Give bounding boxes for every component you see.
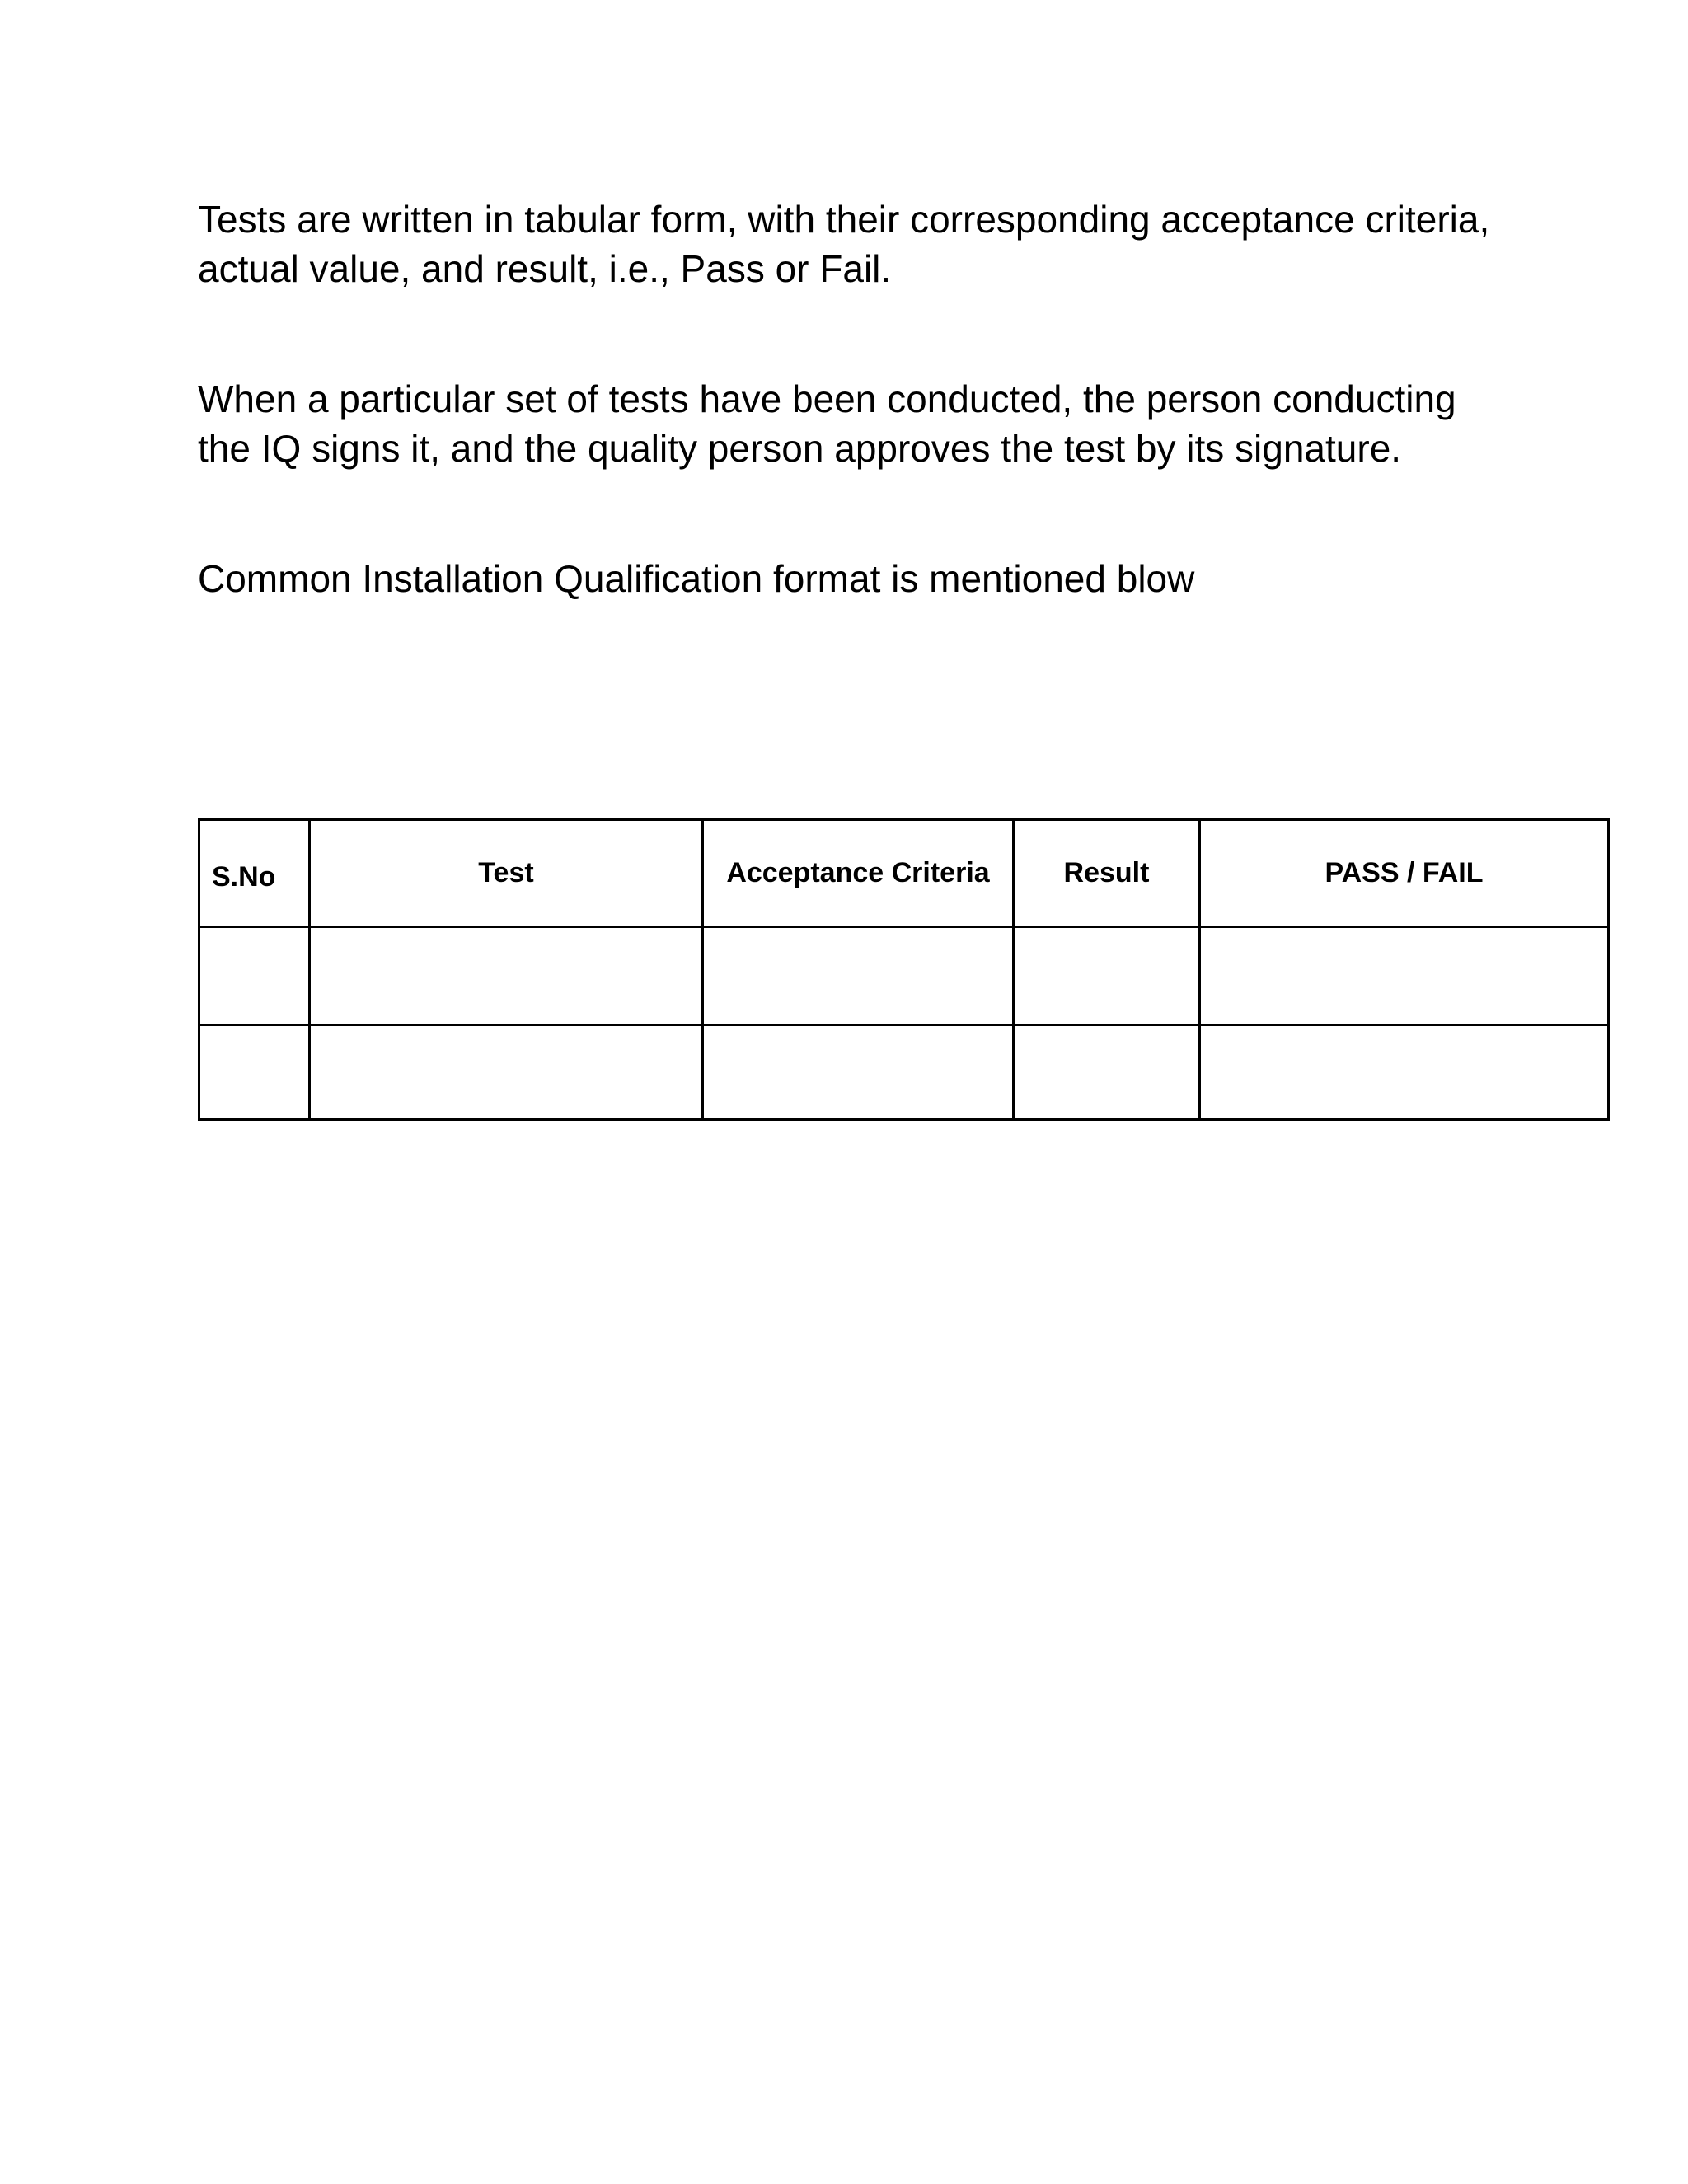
table-cell xyxy=(703,927,1014,1025)
paragraph-line: Tests are written in tabular form, with their corresponding acceptance criteria, xyxy=(198,198,1490,241)
paragraph-line: actual value, and result, i.e., Pass or Fail. xyxy=(198,247,892,290)
intro-paragraph xyxy=(198,194,1517,293)
signature-paragraph xyxy=(198,374,1517,473)
table-cell xyxy=(1014,927,1200,1025)
paragraph-line: the IQ signs it, and the quality person approves the test by its signature. xyxy=(198,427,1402,470)
iq-format-table xyxy=(198,818,1610,1121)
format-intro-paragraph xyxy=(198,554,1517,603)
table-cell xyxy=(703,1025,1014,1120)
header-sno: S.No xyxy=(199,820,310,927)
table-cell xyxy=(1014,1025,1200,1120)
table-cell xyxy=(310,1025,703,1120)
header-pass-fail: PASS / FAIL xyxy=(1200,820,1609,927)
header-acceptance-criteria: Acceptance Criteria xyxy=(703,820,1014,927)
table-cell xyxy=(310,927,703,1025)
table-cell xyxy=(1200,1025,1609,1120)
table-cell xyxy=(1200,927,1609,1025)
table-header-row xyxy=(199,820,1609,927)
header-result: Result xyxy=(1014,820,1200,927)
paragraph-line: Common Installation Qualification format is mentioned blow xyxy=(198,557,1195,600)
table-row xyxy=(199,1025,1609,1120)
paragraph-line: When a particular set of tests have been conducted, the person conducting xyxy=(198,377,1456,420)
table-cell xyxy=(199,1025,310,1120)
table-row xyxy=(199,927,1609,1025)
header-test: Test xyxy=(310,820,703,927)
table-cell xyxy=(199,927,310,1025)
